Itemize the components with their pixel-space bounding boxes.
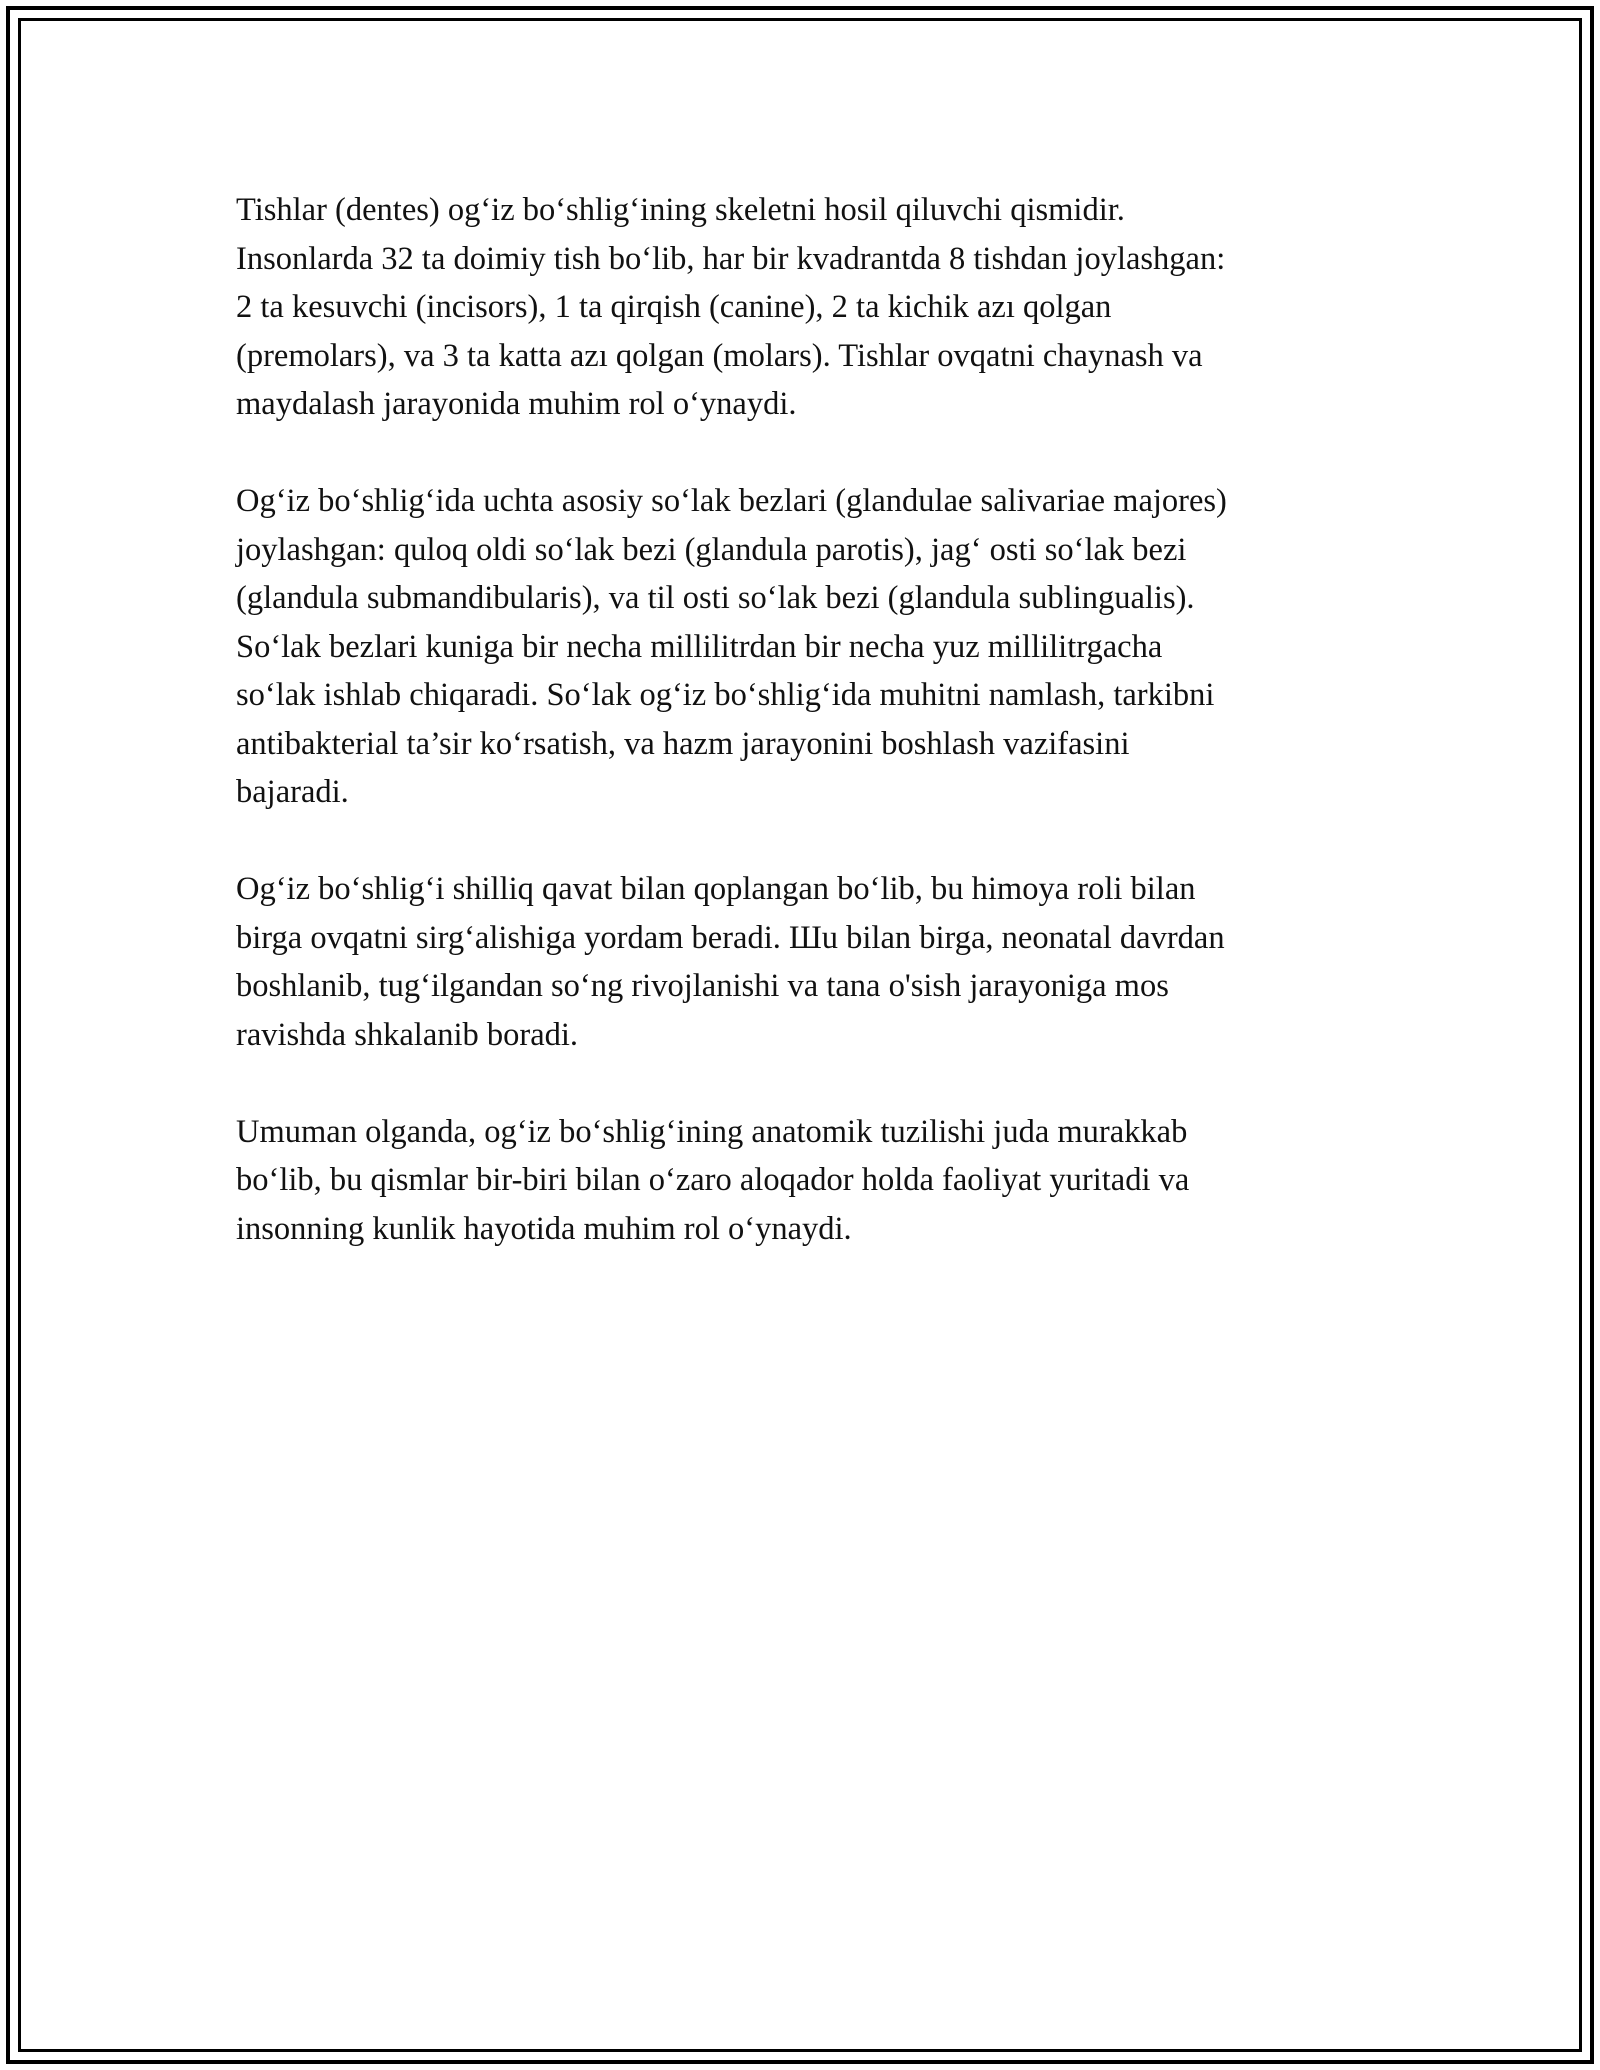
- paragraph-summary: Umuman olganda, og‘iz bo‘shlig‘ining anatomik tuzilishi juda murakkab bo‘lib, bu qismlar bir-biri bilan o‘zaro aloqador holda faoliyat yuritadi va insonning kunlik hayotida muhim rol o‘ynaydi.: [236, 1113, 1190, 1247]
- paragraph-teeth: Tishlar (dentes) og‘iz bo‘shlig‘ining skeletni hosil qiluvchi qismidir. Insonlarda 32 ta doimiy tish bo‘lib, har bir kvadrantda 8 tishdan joylashgan: 2 ta kesuvchi (incisors), 1 ta qirqish (canine), 2 ta kichik azı qolgan (premolars), va 3 ta katta azı qolgan (molars). Tishlar ovqatni chaynash va maydalash jarayonida muhim rol o‘ynaydi.: [236, 192, 1226, 422]
- document-body: [236, 186, 1366, 1302]
- paragraph-mucous-membrane: Og‘iz bo‘shlig‘i shilliq qavat bilan qoplangan bo‘lib, bu himoya roli bilan birga ovqatni sirg‘alishiga yordam beradi. Шu bilan birga, neonatal davrdan boshlanib, tug‘ilgandan so‘ng rivojlanishi va tana o'sish jarayoniga mos ravishda shkalanib boradi.: [236, 871, 1225, 1053]
- paragraph-salivary-glands: Og‘iz bo‘shlig‘ida uchta asosiy so‘lak bezlari (glandulae salivariae majores) joylashgan: quloq oldi so‘lak bezi (glandula parotis), jag‘ osti so‘lak bezi (glandula submandibularis), va til osti so‘lak bezi (glandula sublingualis). So‘lak bezlari kuniga bir necha millilitrdan bir necha yuz millilitrgacha so‘lak ishlab chiqaradi. So‘lak og‘iz bo‘shlig‘ida muhitni namlash, tarkibni antibakterial ta’sir ko‘rsatish, va hazm jarayonini boshlash vazifasini bajaradi.: [236, 483, 1227, 810]
